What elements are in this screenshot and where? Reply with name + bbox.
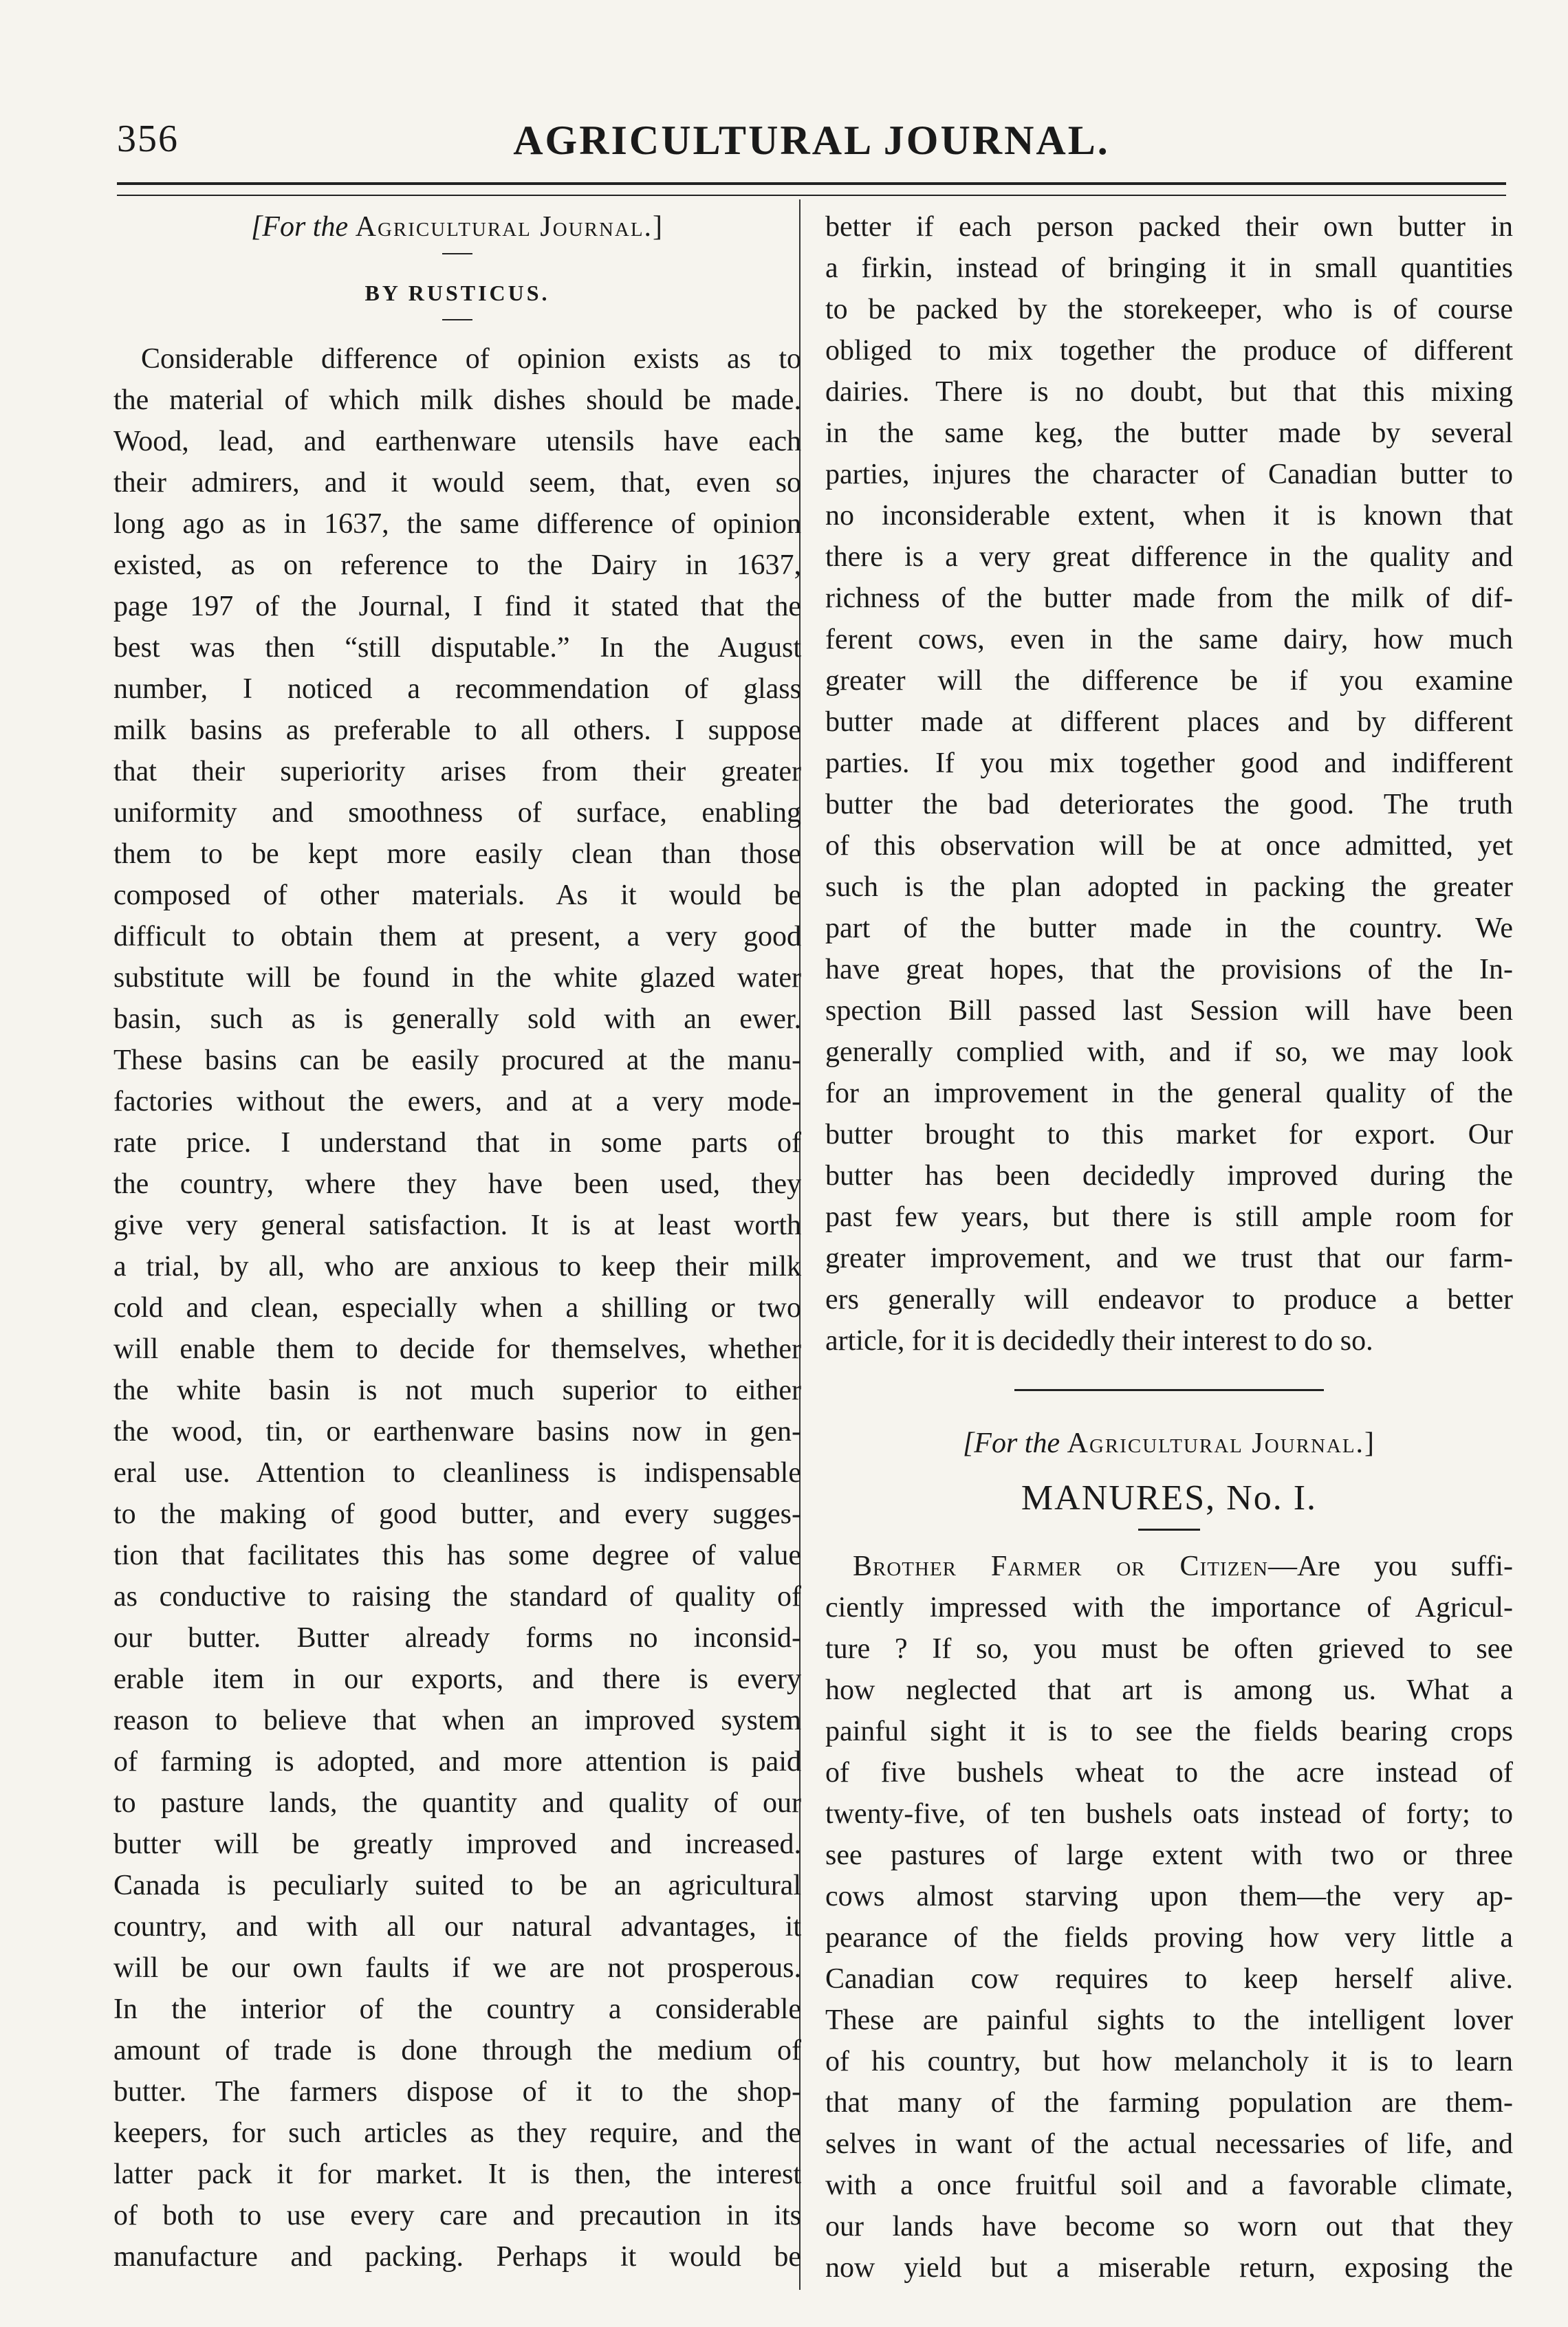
- text-line: the material of which milk dishes should be made.: [113, 384, 801, 416]
- text-line: cold and clean, especially when a shilling or two: [113, 1292, 801, 1324]
- text-line: of his country, but how melancholy it is to learn: [825, 2046, 1513, 2077]
- text-line: spection Bill passed last Session will have been: [825, 995, 1513, 1027]
- page-number: 356: [117, 118, 179, 160]
- text-line: have great hopes, that the provisions of the In-: [825, 954, 1513, 985]
- page-header: [110, 103, 1513, 186]
- text-line: butter the bad deteriorates the good. The truth: [825, 789, 1513, 820]
- text-line: existed, as on reference to the Dairy in 1637,: [113, 549, 801, 581]
- text-line: now yield but a miserable return, exposing the: [825, 2252, 1513, 2284]
- text-line: give very general satisfaction. It is at least worth: [113, 1210, 801, 1241]
- text-line: dairies. There is no doubt, but that this mixing: [825, 376, 1513, 408]
- text-line: composed of other materials. As it would be: [113, 880, 801, 911]
- text-line: pearance of the fields proving how very little a: [825, 1922, 1513, 1954]
- text-line: of both to use every care and precaution in its: [113, 2200, 801, 2231]
- text-line: long ago as in 1637, the same difference of opinion: [113, 508, 801, 540]
- text-line: These are painful sights to the intelligent lover: [825, 2004, 1513, 2036]
- text-line: article, for it is decidedly their interest to do so.: [825, 1325, 1373, 1357]
- text-line: there is a very great difference in the quality and: [825, 541, 1513, 573]
- text-line: factories without the ewers, and at a very mode-: [113, 1086, 801, 1117]
- text-line: These basins can be easily procured at the manu-: [113, 1045, 801, 1076]
- text-line: that their superiority arises from their greater: [113, 756, 801, 787]
- text-line: Canada is peculiarly suited to be an agricultural: [113, 1870, 801, 1901]
- text-line: part of the butter made in the country. We: [825, 913, 1513, 944]
- text-line: ture ? If so, you must be often grieved to see: [825, 1633, 1513, 1665]
- text-line: butter brought to this market for export. Our: [825, 1119, 1513, 1150]
- article-credit: [113, 206, 801, 248]
- text-line: the white basin is not much superior to either: [113, 1375, 801, 1406]
- text-line: of farming is adopted, and more attention is paid: [113, 1746, 801, 1778]
- text-line: see pastures of large extent with two or three: [825, 1839, 1513, 1871]
- text-line: for an improvement in the general quality of the: [825, 1078, 1513, 1109]
- text-line: erable item in our exports, and there is every: [113, 1663, 801, 1695]
- text-line: them to be kept more easily clean than those: [113, 838, 801, 870]
- text-line: past few years, but there is still ample room for: [825, 1201, 1513, 1233]
- text-line: selves in want of the actual necessaries of life, and: [825, 2128, 1513, 2160]
- opening-words: Brother Farmer or Citizen: [853, 1551, 1268, 1582]
- text-line: parties, injures the character of Canadian butter to: [825, 459, 1513, 490]
- text-line: tion that facilitates this has some degree of value: [113, 1540, 801, 1571]
- opening-rest: —Are you suffi-: [1267, 1551, 1513, 1582]
- credit-prefix: [For the: [962, 1428, 1060, 1459]
- text-line: no inconsiderable extent, when it is known that: [825, 500, 1513, 532]
- text-line: manufacture and packing. Perhaps it would be: [113, 2241, 801, 2273]
- text-line: twenty-five, of ten bushels oats instead of forty; to: [825, 1798, 1513, 1830]
- text-line: our butter. Butter already forms no inconsid-: [113, 1622, 801, 1654]
- text-line: will be our own faults if we are not prosperous.: [113, 1952, 801, 1984]
- text-line: to be packed by the storekeeper, who is of course: [825, 294, 1513, 325]
- text-line: butter has been decidedly improved during the: [825, 1160, 1513, 1192]
- text-line: that many of the farming population are them-: [825, 2087, 1513, 2119]
- text-line: rate price. I understand that in some parts of: [113, 1127, 801, 1159]
- text-line: how neglected that art is among us. What a: [825, 1674, 1513, 1706]
- credit-journal: Agricultural Journal.]: [1067, 1428, 1376, 1459]
- text-line: obliged to mix together the produce of different: [825, 335, 1513, 367]
- text-line: their admirers, and it would seem, that, even so: [113, 467, 801, 499]
- text-line: best was then “still disputable.” In the August: [113, 632, 801, 664]
- running-head: AGRICULTURAL JOURNAL.: [513, 118, 1110, 163]
- section-rule: [1014, 1389, 1324, 1391]
- text-line: greater will the difference be if you examine: [825, 665, 1513, 697]
- text-line: ferent cows, even in the same dairy, how much: [825, 624, 1513, 655]
- text-line: parties. If you mix together good and indifferent: [825, 747, 1513, 779]
- title-dash: [1138, 1529, 1200, 1531]
- text-line: amount of trade is done through the medium of: [113, 2035, 801, 2066]
- text-line: difficult to obtain them at present, a very good: [113, 921, 801, 952]
- text-line: such is the plan adopted in packing the greater: [825, 871, 1513, 903]
- text-line: In the interior of the country a considerable: [113, 1993, 801, 2025]
- text-line: butter. The farmers dispose of it to the shop-: [113, 2076, 801, 2108]
- text-line: to the making of good butter, and every sugges-: [113, 1498, 801, 1530]
- text-line: our lands have become so worn out that they: [825, 2211, 1513, 2242]
- text-line: in the same keg, the butter made by several: [825, 417, 1513, 449]
- text-line: with a once fruitful soil and a favorable climate,: [825, 2170, 1513, 2201]
- text-line: as conductive to raising the standard of quality of: [113, 1581, 801, 1613]
- text-line: Wood, lead, and earthenware utensils have each: [113, 426, 801, 457]
- text-line: reason to believe that when an improved system: [113, 1705, 801, 1736]
- text-line: of this observation will be at once admitted, yet: [825, 830, 1513, 862]
- text-line: better if each person packed their own butter in: [825, 211, 1513, 243]
- text-line: page 197 of the Journal, I find it stated that the: [113, 591, 801, 622]
- text-line: the country, where they have been used, they: [113, 1168, 801, 1200]
- text-line: butter will be greatly improved and increased.: [113, 1828, 801, 1860]
- article-byline: BY RUSTICUS.: [364, 281, 550, 305]
- text-line: painful sight it is to see the fields bearing crops: [825, 1716, 1513, 1747]
- text-line: basin, such as is generally sold with an ewer.: [113, 1003, 801, 1035]
- text-line: Considerable difference of opinion exists as to: [141, 343, 801, 375]
- text-line: latter pack it for market. It is then, the interest: [113, 2159, 801, 2190]
- text-line: of five bushels wheat to the acre instead of: [825, 1757, 1513, 1789]
- short-dash: [442, 319, 472, 320]
- text-line: richness of the butter made from the milk of dif-: [825, 582, 1513, 614]
- text-line: eral use. Attention to cleanliness is indispensable: [113, 1457, 801, 1489]
- text-line: number, I noticed a recommendation of glass: [113, 673, 801, 705]
- article-body-continued: [825, 206, 1513, 1362]
- text-line: will enable them to decide for themselves, whether: [113, 1333, 801, 1365]
- text-line: a firkin, instead of bringing it in small quantities: [825, 252, 1513, 284]
- text-line: milk basins as preferable to all others. I suppose: [113, 714, 801, 746]
- credit-prefix: [For the: [250, 211, 349, 243]
- text-line: country, and with all our natural advantages, it: [113, 1911, 801, 1943]
- header-double-rule: [117, 182, 1506, 196]
- text-line: to pasture lands, the quantity and quality of our: [113, 1787, 801, 1819]
- text-line: the wood, tin, or earthenware basins now in gen-: [113, 1416, 801, 1447]
- credit-journal: Agricultural Journal.]: [355, 211, 664, 243]
- left-column: [113, 206, 801, 2277]
- right-column: [825, 206, 1513, 2288]
- text-line: a trial, by all, who are anxious to keep their milk: [113, 1251, 801, 1282]
- text-line: Canadian cow requires to keep herself alive.: [825, 1963, 1513, 1995]
- text-line: ers generally will endeavor to produce a better: [825, 1284, 1513, 1315]
- article-opening-line: [825, 1546, 1513, 1587]
- article-title: MANURES, No. I.: [1021, 1478, 1318, 1518]
- text-line: greater improvement, and we trust that our farm-: [825, 1243, 1513, 1274]
- text-line: uniformity and smoothness of surface, enabling: [113, 797, 801, 829]
- text-line: butter made at different places and by different: [825, 706, 1513, 738]
- text-line: ciently impressed with the importance of Agricul-: [825, 1592, 1513, 1624]
- text-line: keepers, for such articles as they require, and the: [113, 2117, 801, 2149]
- text-line: cows almost starving upon them—the very ap-: [825, 1881, 1513, 1912]
- article-body: [113, 338, 801, 2277]
- text-line: generally complied with, and if so, we may look: [825, 1036, 1513, 1068]
- text-line: substitute will be found in the white glazed water: [113, 962, 801, 994]
- short-dash: [442, 253, 472, 254]
- article-body: [825, 1587, 1513, 2288]
- article-credit: [825, 1423, 1513, 1464]
